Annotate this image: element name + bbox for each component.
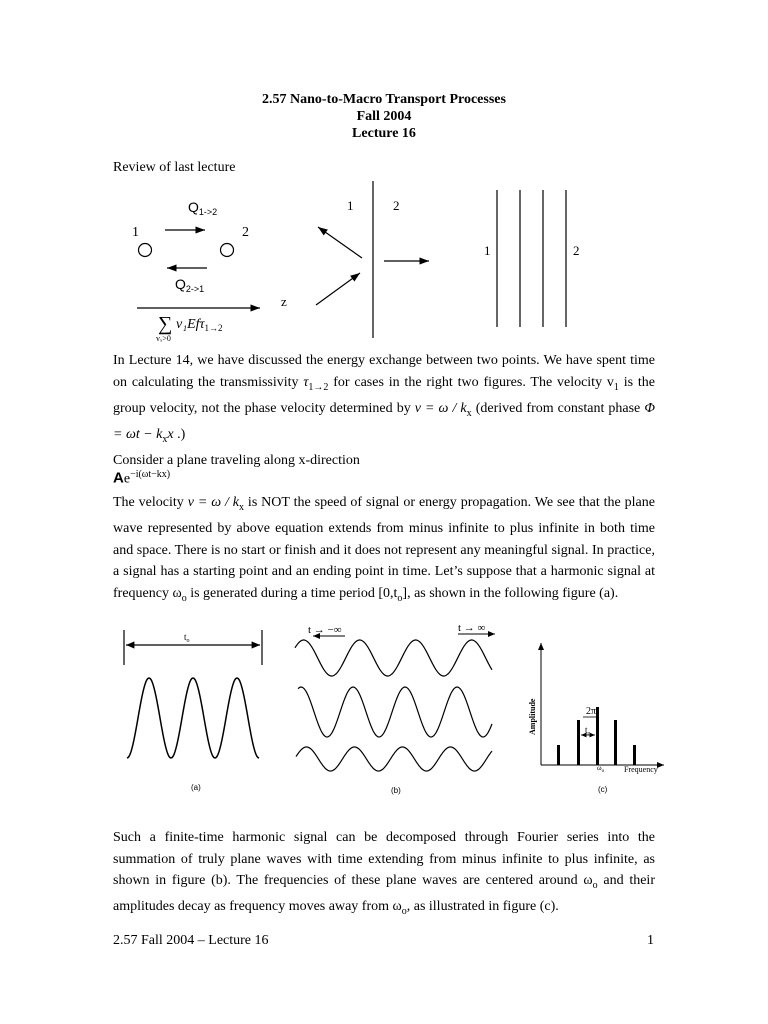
q21-label: $Q_{2->1}$ [175, 276, 205, 294]
sum-expression: v₁Efτ$_{1\to 2}$ [176, 317, 223, 333]
q12-label: $Q_{1->2}$ [188, 199, 218, 217]
figure-b-plane-waves [295, 622, 495, 795]
caption-c: (c) [598, 785, 608, 794]
caption-b: (b) [391, 786, 401, 795]
spectrum-bar [557, 745, 560, 765]
t0-label: $t_o$ [585, 725, 591, 737]
sum-symbol: ∑ [158, 313, 173, 335]
figure-a-finite-signal [124, 630, 262, 792]
figure-c-spectrum [528, 643, 664, 794]
paragraph-fourier: Such a finite-time harmonic signal can be decomposed through Fourier series into the summation of truly plane waves with time extending from minus infinite to plus infinite, as shown in figure (b). The frequencies of these plane waves are centered around $\omega_o$ and their amplitudes decay as frequency moves away from $\omega_o$, as illustrated in figure (c). [113, 830, 655, 918]
review-heading: Review of last lecture [113, 160, 236, 175]
arrow-label-plus-infinity: t → ∞ [458, 622, 486, 634]
paragraph-plane-wave: The velocity $v = \omega / k_x$ is NOT the speed of signal or energy propagation. We see that the plane wave represented by above equation extends from minus infinite to plus infinite in both time and space. There is no start or finish and it does not represent any meaningful signal. In practice, a signal has a starting point and an ending point in time. Let’s suppose that a harmonic signal at frequency $\omega_o$ is generated during a time period $[0,t_o]$, as shown in the following figure (a). [113, 495, 655, 604]
medium-1-label: 1 [347, 198, 354, 213]
plane-wave-equation: $Ae^{-i(\omega t-kx)}$ [113, 469, 171, 487]
spectrum-bar-center [596, 707, 599, 765]
z-label: z [281, 294, 287, 309]
two-pi-label: 2π [586, 706, 597, 717]
plane-wave-2 [298, 687, 492, 737]
lecture-number: Lecture 16 [352, 126, 416, 141]
point-1-label: 1 [132, 225, 139, 240]
t0-label: $t_o$ [184, 632, 190, 644]
plane-wave-3 [296, 747, 492, 771]
term: Fall 2004 [356, 109, 412, 124]
consider-line: Consider a plane traveling along x-direction [113, 453, 360, 468]
spectrum-bar [633, 745, 636, 765]
amplitude-label: Amplitude [528, 698, 537, 735]
plane-wave-1 [295, 640, 492, 676]
arrow-label-minus-infinity: t → −∞ [308, 624, 342, 636]
caption-a: (a) [191, 783, 201, 792]
omega0-label: $\omega_o$ [597, 764, 605, 774]
layer-2-label: 2 [573, 243, 580, 258]
sum-lower-limit: vₓ>0 [156, 334, 171, 343]
finite-sine-wave [127, 678, 259, 758]
layer-1-label: 1 [484, 243, 491, 258]
page-title: 2.57 Nano-to-Macro Transport Processes [262, 92, 506, 107]
point-2-label: 2 [242, 225, 249, 240]
spectrum-bar [577, 720, 580, 765]
frequency-label: Frequency [624, 765, 658, 774]
footer-course: 2.57 Fall 2004 – Lecture 16 [113, 933, 269, 948]
page-number: 1 [647, 933, 654, 948]
spectrum-bar [614, 720, 617, 765]
paragraph-energy-exchange: In Lecture 14, we have discussed the energy exchange between two points. We have spent time on calculating the transmissivity $\tau_{1\to 2}$ for cases in the right two figures. The velocity $v_1$ is the group velocity, not the phase velocity determined by $v = \omega / k_x$ (derived from constant phase $\Phi = \omega t - k_xx$ .) [113, 353, 656, 445]
medium-2-label: 2 [393, 198, 400, 213]
